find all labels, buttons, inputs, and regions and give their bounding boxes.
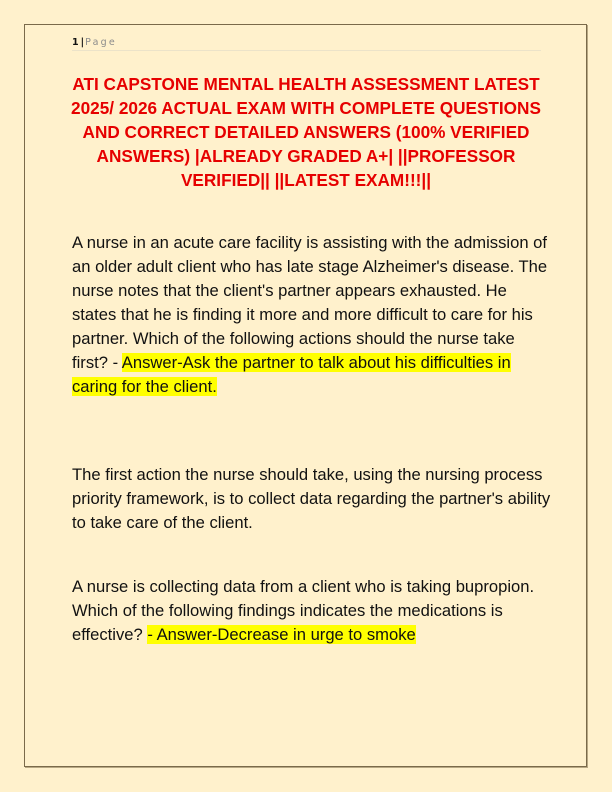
page-number: 1 <box>72 37 79 48</box>
question-2-text: A nurse is collecting data from a client who is taking bupropion. Which of the following findings indicates the medications is effective? <box>72 577 535 644</box>
rationale-1 <box>72 463 552 535</box>
question-2 <box>72 575 552 647</box>
page-separator: | <box>80 37 85 48</box>
question-1-answer: Answer-Ask the partner to talk about his difficulties in caring for the client. <box>72 353 511 396</box>
question-2-answer: - Answer-Decrease in urge to smoke <box>147 625 416 644</box>
question-1-text: A nurse in an acute care facility is assisting with the admission of an older adult client who has late stage Alzheimer's disease. The nurse notes that the client's partner appears exhausted. He states that he is finding it more and more difficult to care for his partner. Which of the following actions should the nurse take first? - <box>72 233 548 372</box>
page-header <box>72 36 541 51</box>
question-1 <box>72 231 552 399</box>
page-label: Page <box>85 37 117 48</box>
rationale-1-text: The first action the nurse should take, using the nursing process priority framework, is to collect data regarding the partner's ability to take care of the client. <box>72 465 551 532</box>
document-title: ATI CAPSTONE MENTAL HEALTH ASSESSMENT LATEST 2025/ 2026 ACTUAL EXAM WITH COMPLETE QUESTIONS AND CORRECT DETAILED ANSWERS (100% VERIFIED ANSWERS) |ALREADY GRADED A+| ||PROFESSOR VERIFIED|| ||LATEST EXAM!!!|| <box>71 74 541 190</box>
